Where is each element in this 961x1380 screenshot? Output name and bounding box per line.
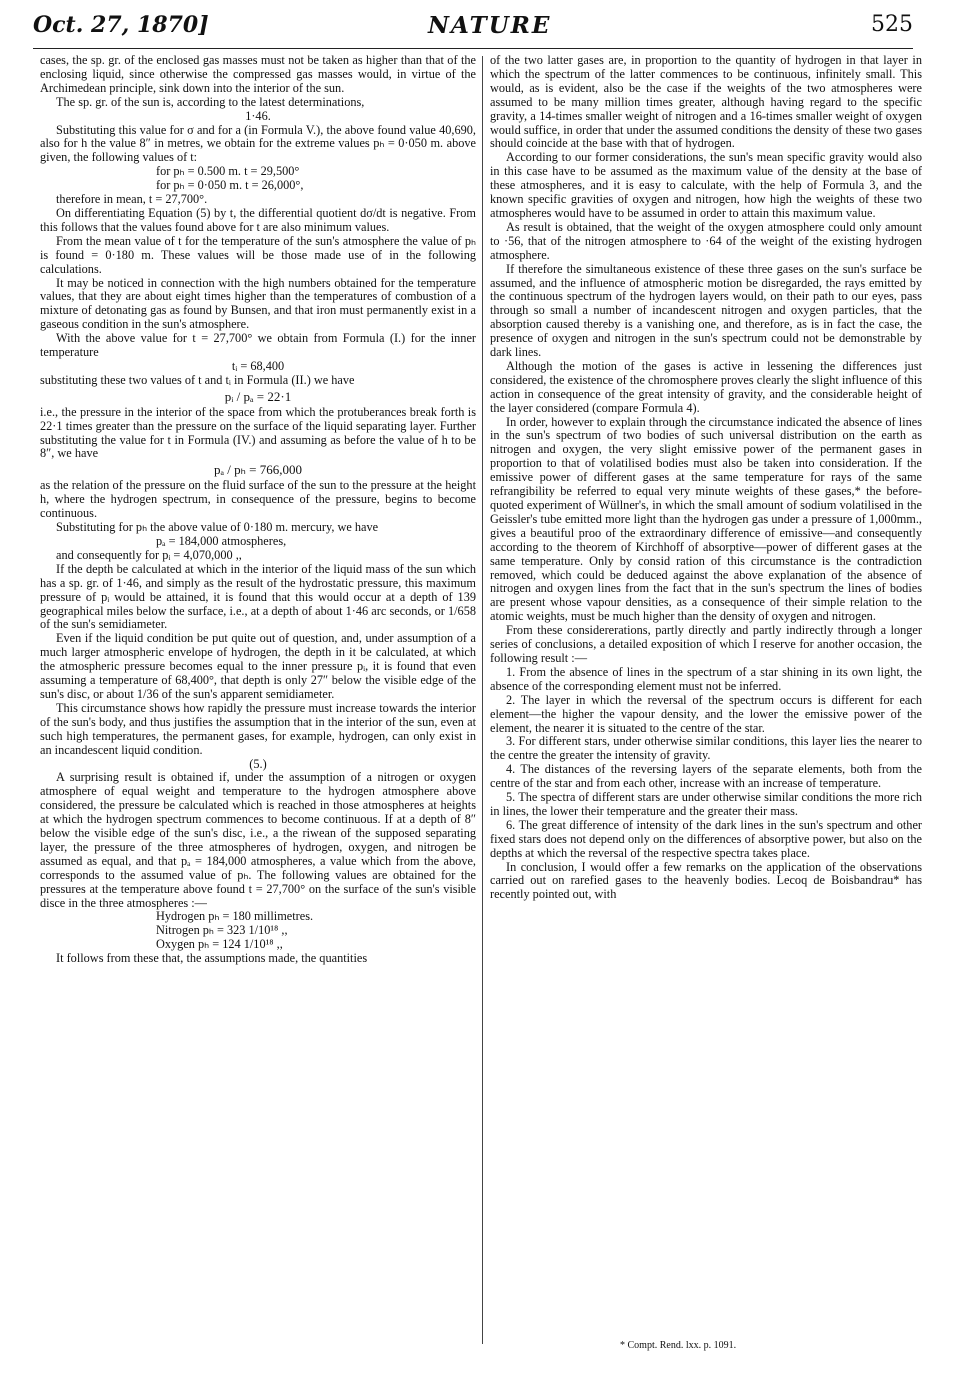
paragraph: With the above value for t = 27,700° we obtain from Formula (I.) for the inner temperature [40, 331, 476, 360]
equation: Nitrogen pₕ = 323 1/10¹⁸ ,, [156, 923, 288, 938]
paragraph: From these considererations, partly directly and partly indirectly through a longer series of conclusions, a detailed exposition of which I reserve for another occasion, the following result :— [490, 623, 922, 665]
paragraph: In order, however to explain through the circumstance indicated the absence of lines in the sun's spectrum of two bodies of such universal distribution on the earth as nitrogen and oxygen, the very slight emissive power of the permanent gases in proportion to that of volatilised bodies must also be taken into consideration. If the emissive power of different gases at the same temperature for rays of the same refrangibility be referred to equal very minute weights of these gases,* the before-quoted experiment of Wüllner's, in which the small amount of sodium volatilised in the Geissler's tube emitted more light than the hydrogen gas under a pressure of 1,000mm., gives a beautiful proo of the extraordinary difference of emissive—and consequently according to the theorem of Kirchhoff of absorptive—power of different gases at the same temperature. Only by consid ration of this circumstance is the contradiction removed, which could be deduced against the above explanation of the absence of nitrogen and oxygen lines from the fact that in the sun's spectrum the lines of bodies are present whose vapour densities, as a consequence of their simple relation to the atomic weights, must be much higher than the density of oxygen and nitrogen. [490, 414, 922, 624]
equation: for pₕ = 0.500 m. t = 29,500° [156, 164, 300, 179]
paragraph: The sp. gr. of the sun is, according to the latest determinations, [56, 94, 365, 109]
paragraph: i.e., the pressure in the interior of the space from which the protuberances break forth is 22·1 times greater than the pressure on the surface of the liquid separating layer. Further substituting the value for t in Formula (IV.) and assuming as before the value of h to be 8″, we have [40, 404, 476, 461]
paragraph: This circumstance shows how rapidly the pressure must increase towards the interior of the sun's body, and thus justifies the assumption that in the interior of the sun, even at such high temperatures, the permanent gases, for example, hydrogen, can only exist in an incandescent liquid condition. [40, 700, 476, 757]
equation: and consequently for pᵢ = 4,070,000 ,, [56, 547, 242, 562]
paragraph: Substituting for pₕ the above value of 0·180 m. mercury, we have [56, 520, 379, 535]
list-item: 6. The great difference of intensity of the dark lines in the sun's spectrum and other fixed stars does not depend only on the differences of absorptive power, but also on the depths at which the reversal of the respective spectra takes place. [490, 817, 922, 860]
list-item: 2. The layer in which the reversal of the spectrum occurs is different for each element—the higher the vapour density, and the lower the emissive power of the element, the nearer it is situated to the centre of the star. [490, 692, 922, 735]
equation: Oxygen pₕ = 124 1/10¹⁸ ,, [156, 937, 283, 952]
left-column [40, 54, 476, 966]
paragraph: A surprising result is obtained if, under the assumption of a nitrogen or oxygen atmosphere of equal weight and temperature to the hydrogen atmosphere above considered, the pressure be calculated which is reached in those atmospheres at heights at which the hydrogen spectrum commences to become continuous. If at a depth of 8″ below the visible edge of the sun's disc, i.e., a the riwean of the supposed separating layer, the pressure of the three atmospheres of hydrogen, oxygen, and nitrogen be assumed as equal, and that pₐ = 184,000 atmospheres, a value which from the above, corresponds to the assumed value of pₕ. The following values are obtained for the pressures at the temperature above found t = 27,700° on the surface of the sun's visible disce in the three atmospheres :— [40, 770, 476, 910]
paragraph: It follows from these that, the assumptions made, the quantities [56, 951, 368, 966]
paragraph: In conclusion, I would offer a few remarks on the application of the observations carried out on rarefied gases to the heavenly bodies. Lecoq de Boisbandrau* has recently pointed out, with [490, 859, 922, 902]
paragraph: If therefore the simultaneous existence of these three gases on the sun's surface be assumed, and the influence of atmospheric motion be disregarded, the rays emitted by the continuous spectrum of the hydrogen layers would, on their path to our eyes, pass through so small a number of incandescent nitrogen and oxygen particles, that the absorption caused thereby is a vanishing one, and therefore, as is in fact the case, the presence of oxygen and nitrogen in the sun's spectrum could not be demonstrable by dark lines. [490, 261, 922, 360]
footnote: * Compt. Rend. lxx. p. 1091. [620, 1340, 737, 1351]
paragraph: Although the motion of the gases is active in lessening the differences just considered, the existence of the chromosphere proves clearly the slight influence of this action in consequence of the great intensity of gravity, and the considerable height of the layer considered (compare Formula 4). [490, 358, 922, 415]
journal-title: NATURE [428, 12, 552, 39]
section-number: (5.) [249, 756, 267, 771]
equation: for pₕ = 0·050 m. t = 26,000°, [156, 178, 304, 193]
paragraph: of the two latter gases are, in proportion to the quantity of hydrogen in that layer in which the spectrum of the latter commences to be continuous, infinitely small. This would, as is evident, also be the case if the weights of the two atmospheres were assumed to be many million times greater, although having regard to the specific gravity, a 14-times smaller weight of nitrogen and a 16-times smaller weight of oxygen would suffice, in order that under the assumed conditions the density of these two gases should coincide at the base with that of hydrogen. [490, 53, 922, 151]
paragraph: According to our former considerations, the sun's mean specific gravity would also in this case have to be assumed as the maximum value of the density at the base of these atmospheres, and it is easy to calculate, with the help of Formula 3, and the known specific gravities of oxygen and nitrogen, how high the weights of these two atmospheres would have to be assumed in order to attain this maximum value. [490, 150, 922, 220]
column-divider [482, 56, 483, 1344]
paragraph: If the depth be calculated at which in the interior of the liquid mass of the sun which has a sp. gr. of 1·46, and simply as the result of the hydrostatic pressure, this maximum pressure of pᵢ would be attained, it is found that this would occur at a depth of 139 geographical miles below the surface, i.e., at a depth of about 1·46 arc seconds, or 1/658 of the sun's semidiameter. [40, 561, 476, 632]
list-item: 1. From the absence of lines in the spectrum of a star shining in its own light, the absence of the corresponding element must not be inferred. [490, 664, 922, 693]
result-list [490, 666, 922, 861]
equation: pᵢ / pₐ = 22·1 [224, 388, 292, 404]
list-item: 3. For different stars, under otherwise similar conditions, this layer lies the nearer to the centre the greater the intensity of gravity. [490, 734, 922, 763]
paragraph: Even if the liquid condition be put quite out of question, and, under assumption of a much larger atmospheric envelope of hydrogen, the depth in it be calculated, at which the atmospheric pressure becomes equal to the inner pressure pᵢ, it is found that even assuming a temperature of 68,400°, that depth is only 27″ below the visible edge of the sun's disc, or about 1/36 of the sun's apparent semidiameter. [40, 631, 476, 701]
paragraph: From the mean value of t for the temperature of the sun's atmosphere the value of pₕ is found = 0·180 m. These values will be those made use of in the following calculations. [40, 233, 476, 276]
page-header [33, 8, 913, 49]
paragraph: cases, the sp. gr. of the enclosed gas masses must not be taken as higher than that of the enclosing liquid, since otherwise the compressed gas masses would, in virtue of the Archimedean principle, sink down into the interior of the sun. [40, 53, 476, 95]
paragraph: As result is obtained, that the weight of the oxygen atmosphere could only amount to ·56, that of the nitrogen atmosphere to ·64 of the weight of the existing hydrogen atmosphere. [490, 219, 922, 262]
paragraph: It may be noticed in connection with the high numbers obtained for the temperature values, that they are about eight times higher than the temperatures of combustion of a mixture of detonating gas as found by Bunsen, and that iron must permanently exist in a gaseous condition in the sun's atmosphere. [40, 275, 476, 332]
paragraph: substituting these two values of t and tᵢ in Formula (II.) we have [40, 372, 355, 387]
paragraph: On differentiating Equation (5) by t, the differential quotient dσ/dt is negative. From this follows that the values found above for t are also minimum values. [40, 205, 476, 234]
page-number: 525 [871, 12, 913, 37]
header-date: Oct. 27, 1870] [33, 12, 209, 38]
equation: 1·46. [245, 108, 271, 123]
right-column [490, 54, 922, 902]
list-item: 5. The spectra of different stars are under otherwise similar conditions the more rich in lines, the lower their temperature and the greater their mass. [490, 790, 922, 818]
equation: pₐ = 184,000 atmospheres, [156, 534, 287, 548]
equation: tᵢ = 68,400 [231, 358, 285, 373]
paragraph: as the relation of the pressure on the fluid surface of the sun to the pressure at the height h, where the hydrogen spectrum, in consequence of the pressure, begins to become continuous. [40, 478, 476, 521]
equation: pₐ / pₕ = 766,000 [213, 462, 302, 478]
list-item: 4. The distances of the reversing layers of the separate elements, both from the centre of the star and from each other, increase with an increase of temperature. [490, 762, 922, 791]
paragraph: Substituting this value for σ and for a (in Formula V.), the above found value 40,690, also for h the value 8″ in metres, we obtain for the extreme values pₕ = 0·050 m. above given, the following values of t: [40, 122, 476, 165]
equation: therefore in mean, t = 27,700°. [56, 192, 208, 207]
equation: Hydrogen pₕ = 180 millimetres. [156, 909, 314, 924]
